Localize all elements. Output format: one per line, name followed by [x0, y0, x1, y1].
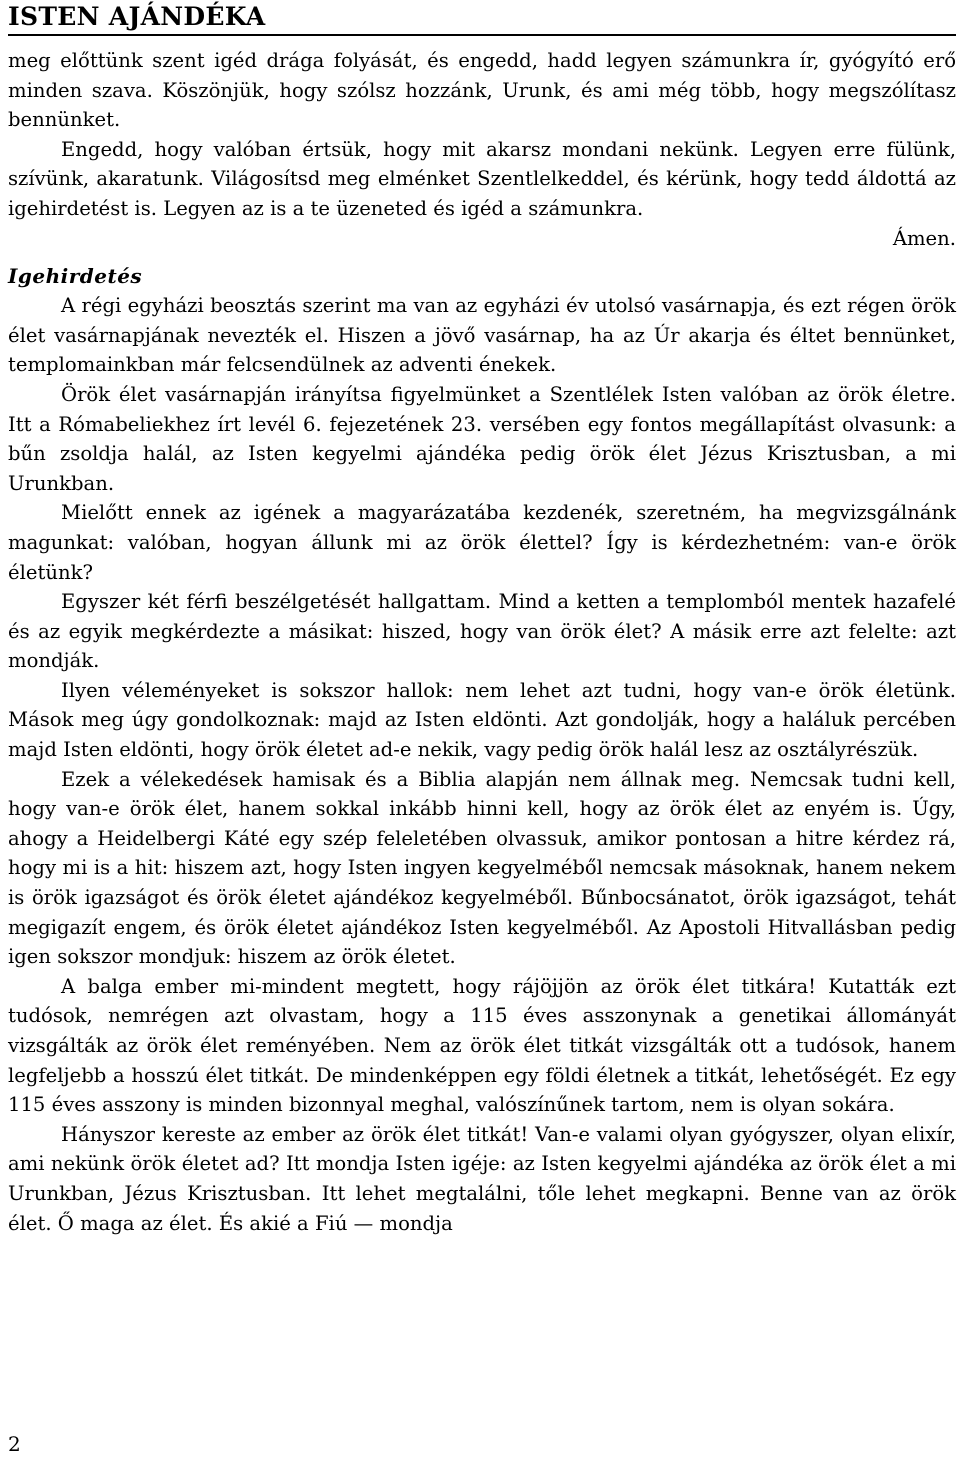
sermon-paragraph: Örök élet vasárnapján irányítsa figyelmünket a Szentlélek Isten valóban az örök életre. Itt a Rómabeliekhez írt levél 6. fejezetének 23. versében egy fontos megállapítást olvasunk: a bűn zsoldja halál, az Isten kegyelmi ajándéka pedig örök élet Jézus Krisztusban, a mi Urunkban.	[8, 382, 956, 495]
sermon-paragraph: Ilyen véleményeket is sokszor hallok: nem lehet azt tudni, hogy van-e örök életünk. Mások meg úgy gondolkoznak: majd az Isten eldönti. Azt gondolják, hogy a haláluk percében majd Isten eldönti, hogy örök életet ad-e nekik, vagy pedig örök halál lesz az osztályrészük.	[8, 678, 956, 762]
sermon-paragraph: A régi egyházi beosztás szerint ma van az egyházi év utolsó vasárnapja, és ezt régen örök élet vasárnapjának nevezték el. Hiszen a jövő vasárnap, ha az Úr akarja és éltet bennünket, templomainkban már felcsendülnek az adventi énekek.	[8, 294, 956, 377]
section-heading-sermon: Igehirdetés	[8, 264, 143, 289]
page-body	[8, 46, 956, 1238]
page-header	[8, 2, 956, 36]
sermon-paragraph: Ezek a vélekedések hamisak és a Biblia alapján nem állnak meg. Nemcsak tudni kell, hogy van-e örök élet, hanem sokkal inkább hinni kell, hogy az örök élet az enyém is. Úgy, ahogy a Heidelbergi Káté egy szép feleletében olvassuk, amikor pontosan a hitre kérdez rá, hogy mi is a hit: hiszem azt, hogy Isten ingyen kegyelméből nemcsak másoknak, hanem nekem is örök igazságot és örök életet ajándékoz kegyelméből. Bűnbocsánatot, örök igazságot, tehát megigazít engem, és örök életet ajándékoz Isten kegyelméből. Az Apostoli Hitvallásban pedig igen sokszor mondjuk: hiszem az örök életet.	[8, 767, 956, 969]
sermon-paragraph: Hányszor kereste az ember az örök élet titkát! Van-e valami olyan gyógyszer, olyan elixír, ami nekünk örök életet ad? Itt mondja Isten igéje: az Isten kegyelmi ajándéka az örök élet a mi Urunkban, Jézus Krisztusban. Itt lehet megtalálni, tőle lehet megkapni. Benne van az örök élet. Ő maga az élet. És akié a Fiú — mondja	[8, 1122, 956, 1235]
sermon-paragraph: Egyszer két férfi beszélgetését hallgattam. Mind a ketten a templomból mentek hazafelé és az egyik megkérdezte a másikat: hiszed, hogy van örök élet? A másik erre azt felelte: azt mondják.	[8, 590, 956, 673]
sermon-paragraph: A balga ember mi-mindent megtett, hogy rájöjjön az örök élet titkára! Kutatták ezt tudósok, nemrégen azt olvastam, hogy a 115 éves asszonynak a genetikai állományát vizsgálták az örök élet reményében. Nem az örök élet titkát vizsgálták ott a tudósok, hanem legfeljebb a hosszú élet titkát. De mindenképpen egy földi életnek a titkát, lehetőségét. Ez egy 115 éves asszony is minden bizonnyal meghal, valószínűnek tartom, nem is olyan sokára.	[8, 974, 956, 1117]
page-number: 2	[8, 1432, 21, 1456]
amen-line: Ámen.	[892, 226, 956, 250]
page-title: ISTEN AJÁNDÉKA	[8, 2, 266, 31]
prayer-paragraph-continued: meg előttünk szent igéd drága folyását, és engedd, hadd legyen számunkra ír, gyógyító erő minden szava. Köszönjük, hogy szólsz hozzánk, Urunk, és ami még több, hogy megszólítasz bennünket.	[8, 49, 956, 132]
prayer-paragraph: Engedd, hogy valóban értsük, hogy mit akarsz mondani nekünk. Legyen erre fülünk, szívünk, akaratunk. Világosítsd meg elménket Szentlelkeddel, és kérünk, hogy tedd áldottá az igehirdetést is. Legyen az is a te üzeneted és igéd a számunkra.	[8, 137, 956, 220]
sermon-paragraph: Mielőtt ennek az igének a magyarázatába kezdenék, szeretném, ha megvizsgálnánk magunkat: valóban, hogyan állunk mi az örök élettel? Így is kérdezhetném: van-e örök életünk?	[8, 501, 956, 584]
